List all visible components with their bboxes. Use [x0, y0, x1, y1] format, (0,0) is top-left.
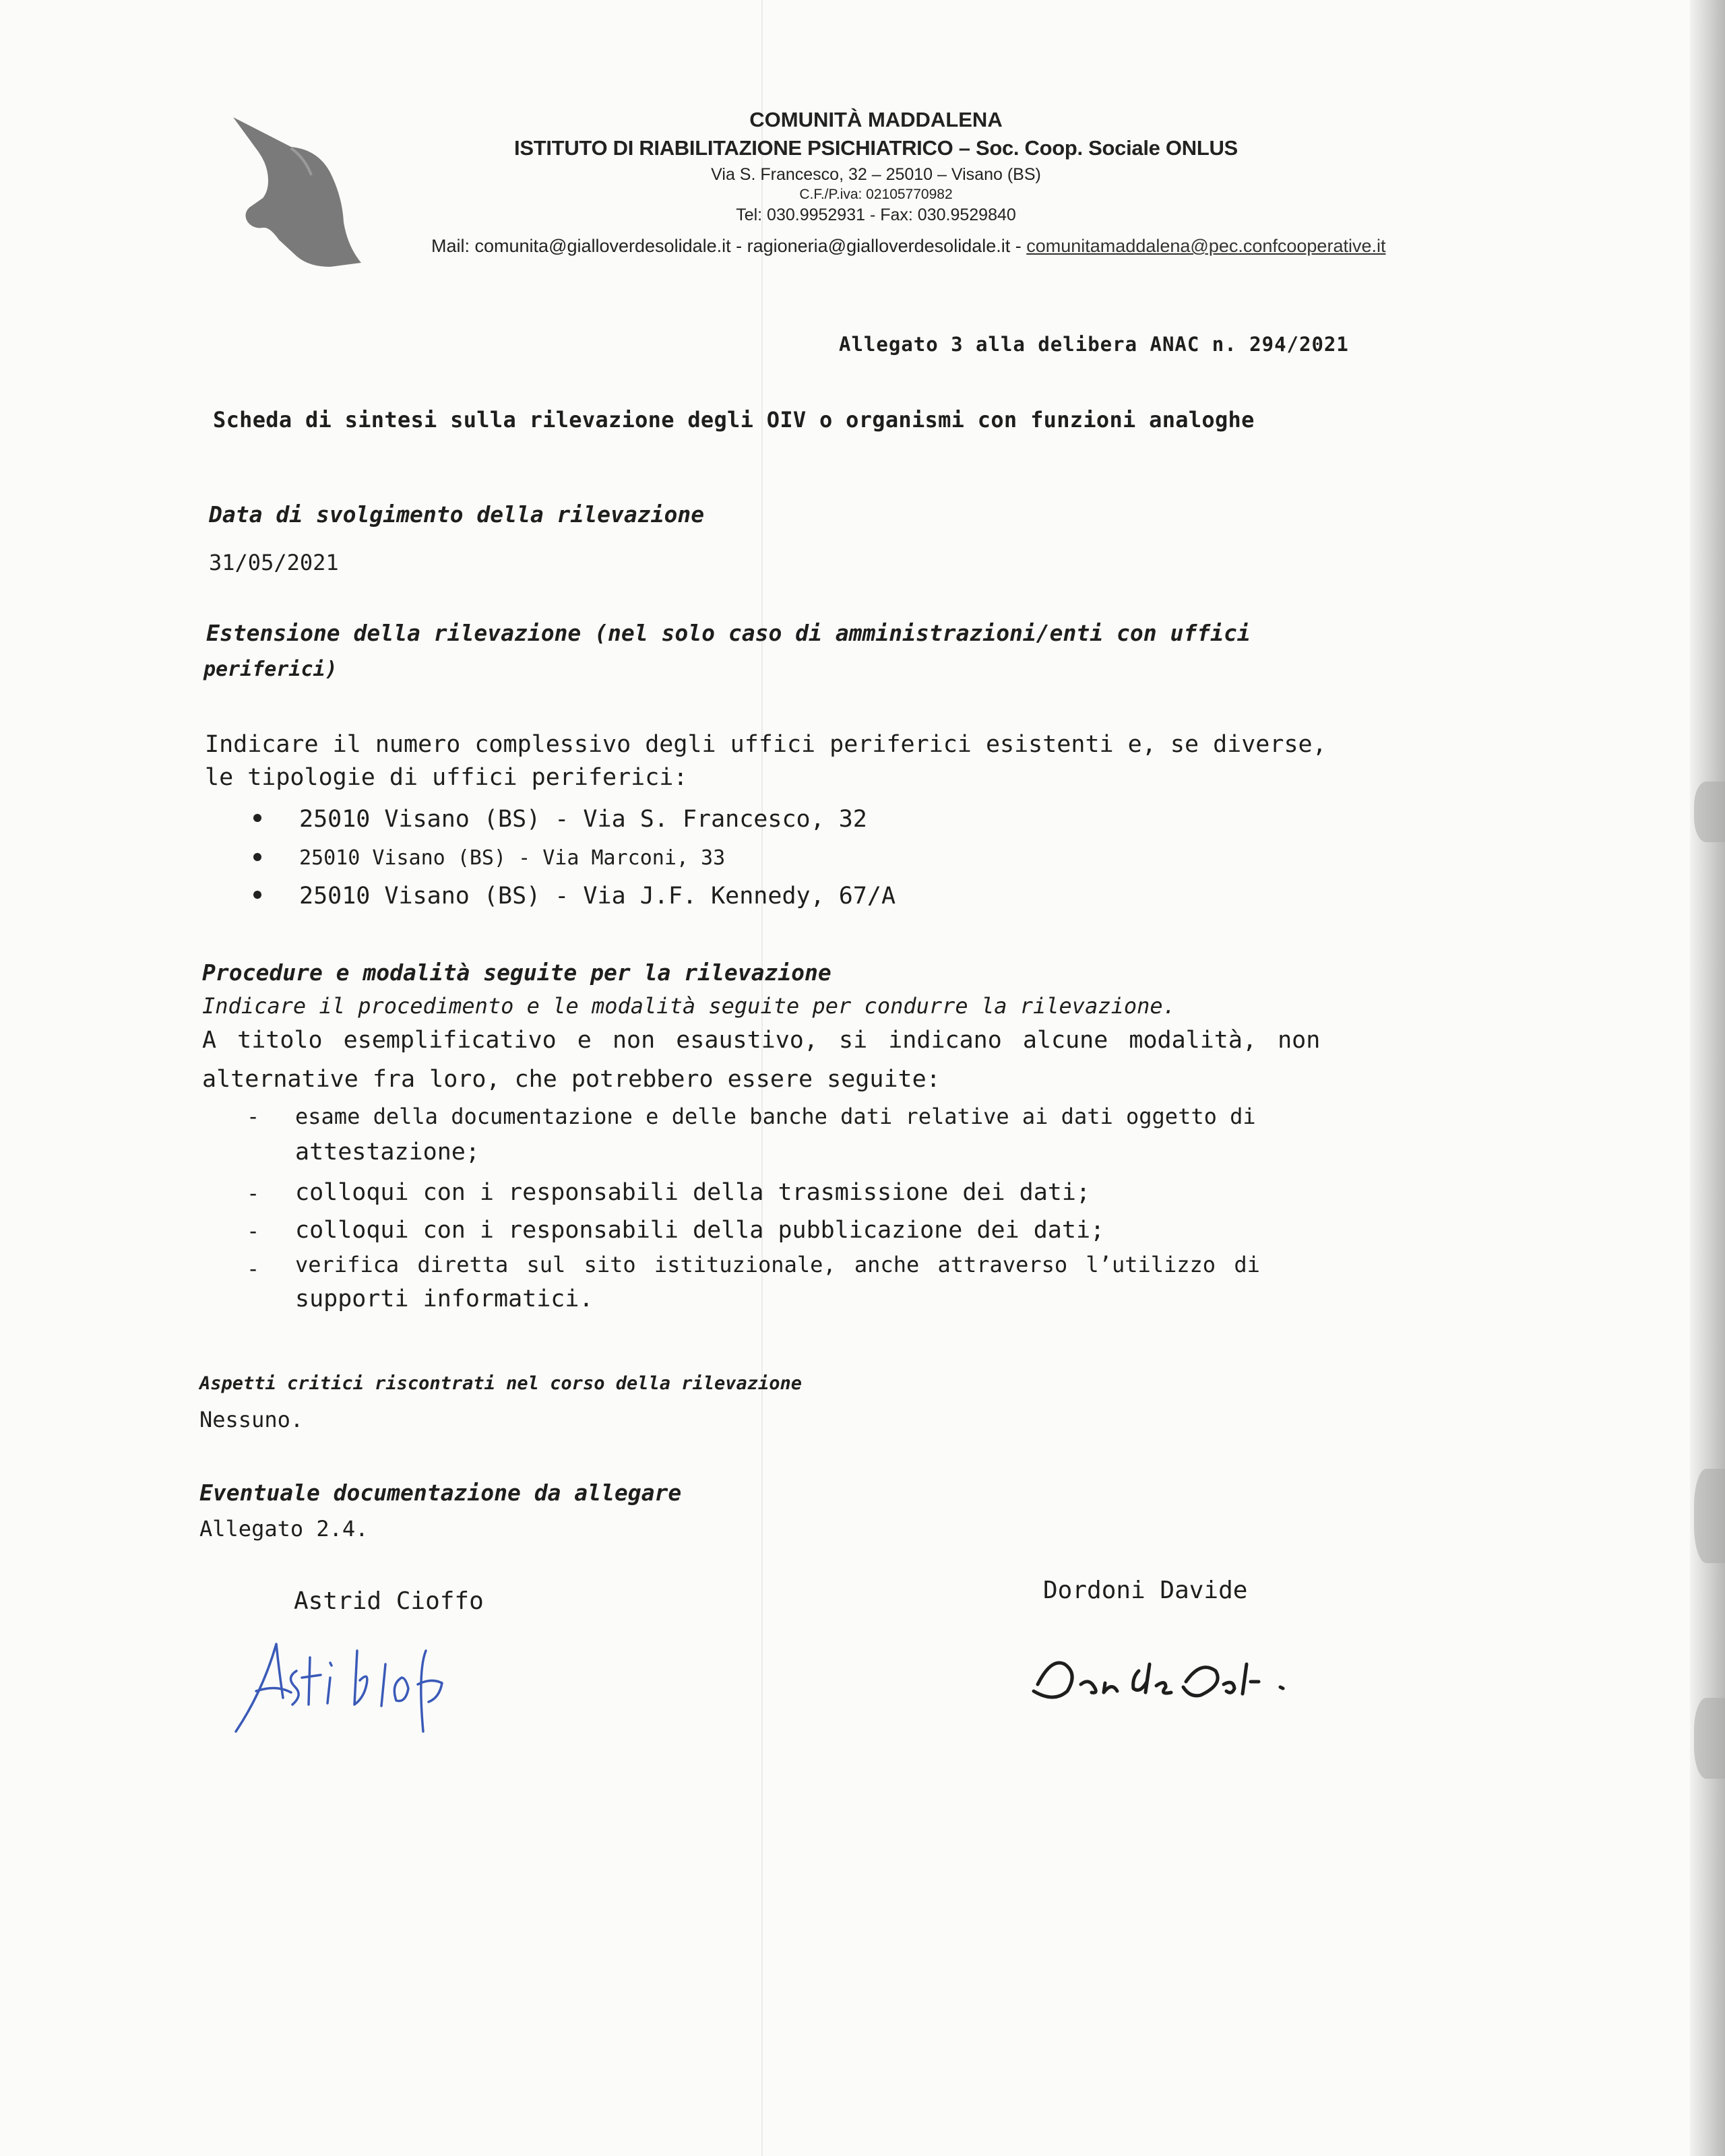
page-title: Scheda di sintesi sulla rilevazione degli OIV o organismi con funzioni analoghe — [213, 407, 1255, 433]
org-mail — [431, 236, 1469, 257]
bullet-dot — [253, 853, 261, 861]
office-item: 25010 Visano (BS) - Via Marconi, 33 — [299, 846, 726, 870]
list-dash: - — [247, 1104, 260, 1129]
signatory-right-name: Dordoni Davide — [1043, 1577, 1248, 1604]
procedures-heading: Procedure e modalità seguite per la rilevazione — [202, 959, 832, 986]
critical-value: Nessuno. — [199, 1407, 304, 1432]
list-dash: - — [247, 1180, 260, 1206]
pec-link[interactable]: comunitamaddalena@pec.confcooperative.it — [1026, 236, 1386, 256]
list-dash: - — [247, 1218, 260, 1244]
mail-addresses: Mail: comunita@gialloverdesolidale.it - ragioneria@gialloverdesolidale.it - — [431, 236, 1027, 256]
scan-shadow — [1694, 782, 1725, 842]
procedure-item: colloqui con i responsabili della trasmissione dei dati; — [295, 1179, 1091, 1206]
documentation-heading: Eventuale documentazione da allegare — [199, 1480, 682, 1506]
org-subtitle: ISTITUTO DI RIABILITAZIONE PSICHIATRICO – Soc. Coop. Sociale ONLUS — [514, 136, 1238, 160]
org-name: COMUNITÀ MADDALENA — [749, 108, 1003, 131]
unicorn-head-icon — [229, 108, 364, 270]
procedure-item: colloqui con i responsabili della pubblicazione dei dati; — [295, 1217, 1105, 1244]
procedures-intro: Indicare il procedimento e le modalità seguite per condurre la rilevazione. — [202, 993, 1176, 1019]
annex-reference: Allegato 3 alla delibera ANAC n. 294/2021 — [839, 333, 1349, 356]
extension-intro-cont: le tipologie di uffici periferici: — [205, 764, 688, 791]
scan-shadow — [1694, 1698, 1725, 1779]
extension-intro: Indicare il numero complessivo degli uffici periferici esistenti e, se diverse, — [205, 731, 1327, 758]
signature-right — [1024, 1644, 1307, 1711]
date-heading: Data di svolgimento della rilevazione — [209, 501, 705, 528]
office-item: 25010 Visano (BS) - Via J.F. Kennedy, 67/A — [299, 883, 896, 910]
extension-heading: Estensione della rilevazione (nel solo caso di amministrazioni/enti con uffici — [206, 620, 1251, 646]
procedures-paragraph: A titolo esemplificativo e non esaustivo, si indicano alcune modalità, non — [202, 1027, 1321, 1054]
documentation-value: Allegato 2.4. — [199, 1516, 369, 1542]
critical-heading: Aspetti critici riscontrati nel corso della rilevazione — [199, 1373, 803, 1394]
signatory-left-name: Astrid Cioffo — [294, 1587, 484, 1615]
procedure-item: verifica diretta sul sito istituzionale, anche attraverso l’utilizzo di — [295, 1252, 1260, 1277]
organization-header — [404, 106, 1348, 226]
list-dash: - — [247, 1256, 260, 1281]
org-phone-fax: Tel: 030.9952931 - Fax: 030.9529840 — [736, 205, 1016, 224]
bullet-dot — [253, 814, 261, 822]
procedures-paragraph-cont: alternative fra loro, che potrebbero essere seguite: — [202, 1066, 941, 1093]
procedure-item: esame della documentazione e delle banche dati relative ai dati oggetto di — [295, 1104, 1256, 1129]
org-address: Via S. Francesco, 32 – 25010 – Visano (BS) — [711, 165, 1041, 184]
extension-heading-cont: periferici) — [203, 658, 338, 681]
office-item: 25010 Visano (BS) - Via S. Francesco, 32 — [299, 806, 867, 833]
org-vat: C.F./P.iva: 02105770982 — [799, 187, 953, 202]
date-value: 31/05/2021 — [209, 550, 339, 575]
bullet-dot — [253, 891, 261, 899]
scanner-edge — [1690, 0, 1725, 2156]
procedure-item-cont: attestazione; — [295, 1139, 480, 1166]
scan-shadow — [1694, 1469, 1725, 1563]
signature-left — [229, 1630, 458, 1738]
procedure-item-cont: supporti informatici. — [295, 1286, 594, 1312]
